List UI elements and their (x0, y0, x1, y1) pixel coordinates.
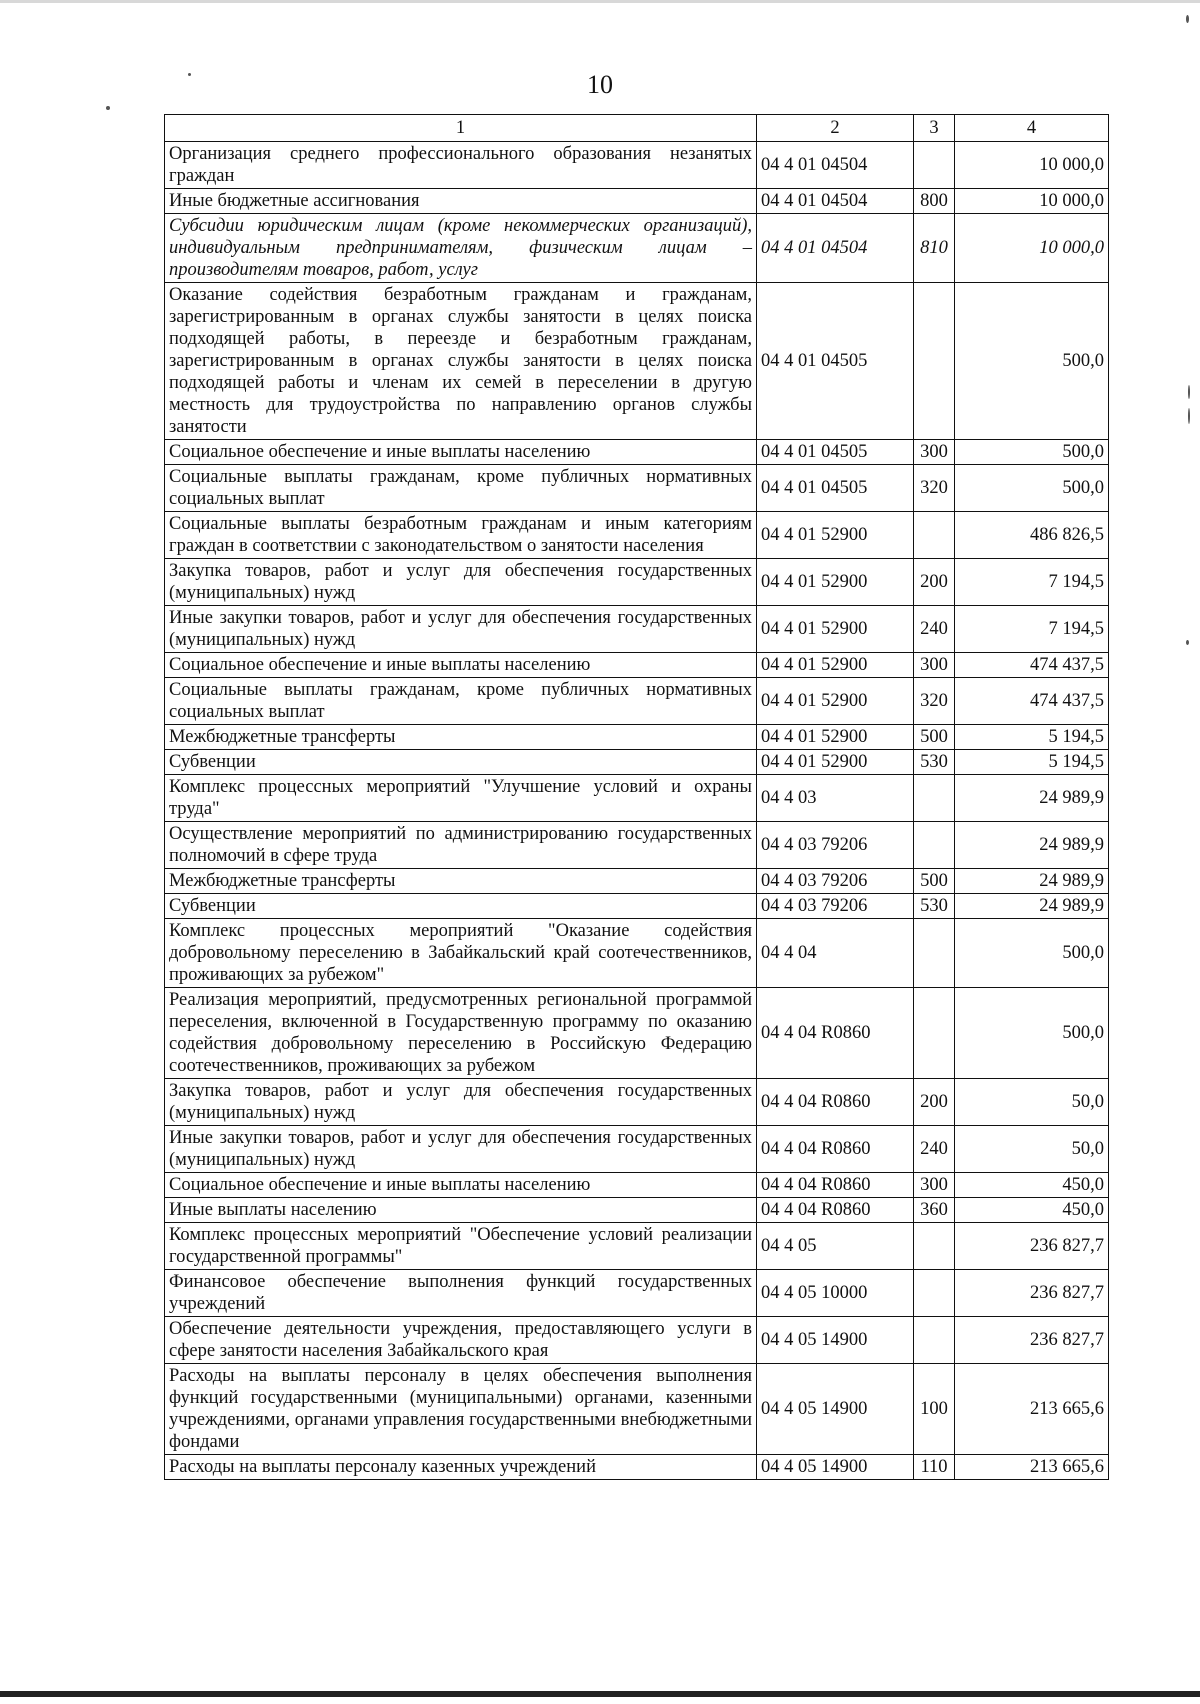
page-number: 10 (587, 70, 613, 99)
row-code-cell: 04 4 05 10000 (757, 1270, 914, 1317)
row-code-cell: 04 4 01 52900 (757, 725, 914, 750)
row-name-cell: Социальные выплаты гражданам, кроме публичных нормативных социальных выплат (165, 465, 757, 512)
row-amount-cell: 500,0 (955, 988, 1109, 1079)
row-type-cell: 800 (914, 189, 955, 214)
row-type-cell (914, 988, 955, 1079)
row-name-cell: Социальные выплаты гражданам, кроме публичных нормативных социальных выплат (165, 678, 757, 725)
table-row (165, 1317, 1109, 1364)
table-row (165, 750, 1109, 775)
row-name-cell: Субсидии юридическим лицам (кроме некоммерческих организаций), индивидуальным предпринимателям, физическим лицам – производителям товаров, работ, услуг (165, 214, 757, 283)
row-code-cell: 04 4 05 (757, 1223, 914, 1270)
row-code-cell: 04 4 01 52900 (757, 606, 914, 653)
scan-speck (106, 106, 110, 110)
row-type-cell: 320 (914, 678, 955, 725)
row-code-cell: 04 4 01 52900 (757, 653, 914, 678)
row-type-cell: 530 (914, 894, 955, 919)
table-row (165, 1270, 1109, 1317)
row-name-cell: Финансовое обеспечение выполнения функций государственных учреждений (165, 1270, 757, 1317)
row-amount-cell: 236 827,7 (955, 1270, 1109, 1317)
table-row (165, 1455, 1109, 1480)
scan-speck (1186, 15, 1189, 23)
row-name-cell: Межбюджетные трансферты (165, 725, 757, 750)
table-row (165, 142, 1109, 189)
row-amount-cell: 7 194,5 (955, 606, 1109, 653)
table-row (165, 894, 1109, 919)
row-code-cell: 04 4 01 04505 (757, 465, 914, 512)
row-type-cell: 500 (914, 725, 955, 750)
row-amount-cell: 10 000,0 (955, 189, 1109, 214)
row-name-cell: Закупка товаров, работ и услуг для обеспечения государственных (муниципальных) нужд (165, 1079, 757, 1126)
row-name-cell: Иные выплаты населению (165, 1198, 757, 1223)
scan-speck (1186, 640, 1189, 645)
row-code-cell: 04 4 01 04504 (757, 214, 914, 283)
scan-speck (1188, 385, 1190, 399)
table-row (165, 189, 1109, 214)
row-name-cell: Социальное обеспечение и иные выплаты населению (165, 440, 757, 465)
row-code-cell: 04 4 01 04505 (757, 283, 914, 440)
row-code-cell: 04 4 01 04504 (757, 142, 914, 189)
row-type-cell (914, 919, 955, 988)
row-amount-cell: 24 989,9 (955, 822, 1109, 869)
row-type-cell: 300 (914, 1173, 955, 1198)
row-type-cell: 100 (914, 1364, 955, 1455)
row-name-cell: Субвенции (165, 894, 757, 919)
row-amount-cell: 500,0 (955, 440, 1109, 465)
row-code-cell: 04 4 05 14900 (757, 1317, 914, 1364)
row-type-cell: 320 (914, 465, 955, 512)
row-type-cell: 810 (914, 214, 955, 283)
table-row (165, 988, 1109, 1079)
table-row (165, 725, 1109, 750)
table-row (165, 465, 1109, 512)
table-row (165, 1079, 1109, 1126)
table-row (165, 775, 1109, 822)
table-row (165, 919, 1109, 988)
table-body (165, 115, 1109, 1480)
row-amount-cell: 10 000,0 (955, 142, 1109, 189)
row-amount-cell: 474 437,5 (955, 678, 1109, 725)
row-amount-cell: 500,0 (955, 465, 1109, 512)
row-code-cell: 04 4 04 R0860 (757, 1198, 914, 1223)
row-code-cell: 04 4 05 14900 (757, 1364, 914, 1455)
row-code-cell: 04 4 04 R0860 (757, 1126, 914, 1173)
row-code-cell: 04 4 04 R0860 (757, 1079, 914, 1126)
row-amount-cell: 486 826,5 (955, 512, 1109, 559)
row-amount-cell: 50,0 (955, 1079, 1109, 1126)
row-amount-cell: 236 827,7 (955, 1223, 1109, 1270)
table-row (165, 1364, 1109, 1455)
row-type-cell: 200 (914, 1079, 955, 1126)
row-type-cell: 240 (914, 1126, 955, 1173)
table-row (165, 606, 1109, 653)
row-code-cell: 04 4 01 52900 (757, 678, 914, 725)
row-name-cell: Субвенции (165, 750, 757, 775)
budget-table (164, 114, 1109, 1480)
row-name-cell: Иные закупки товаров, работ и услуг для обеспечения государственных (муниципальных) нужд (165, 1126, 757, 1173)
row-name-cell: Расходы на выплаты персоналу в целях обеспечения выполнения функций государственными (муниципальными) органами, казенными учреждениями, органами управления государственными внебюджетными фондами (165, 1364, 757, 1455)
row-amount-cell: 24 989,9 (955, 894, 1109, 919)
row-type-cell (914, 512, 955, 559)
row-type-cell: 200 (914, 559, 955, 606)
row-code-cell: 04 4 01 52900 (757, 750, 914, 775)
table-row (165, 283, 1109, 440)
row-type-cell (914, 142, 955, 189)
row-code-cell: 04 4 01 04505 (757, 440, 914, 465)
row-amount-cell: 7 194,5 (955, 559, 1109, 606)
scan-edge-top (0, 0, 1200, 3)
row-name-cell: Иные бюджетные ассигнования (165, 189, 757, 214)
table-row (165, 822, 1109, 869)
row-name-cell: Комплекс процессных мероприятий "Оказание содействия добровольному переселению в Забайкальский край соотечественников, проживающих за рубежом" (165, 919, 757, 988)
row-amount-cell: 450,0 (955, 1198, 1109, 1223)
row-name-cell: Комплекс процессных мероприятий "Обеспечение условий реализации государственной программы" (165, 1223, 757, 1270)
row-amount-cell: 5 194,5 (955, 750, 1109, 775)
table-row (165, 1198, 1109, 1223)
row-name-cell: Организация среднего профессионального образования незанятых граждан (165, 142, 757, 189)
row-type-cell: 360 (914, 1198, 955, 1223)
row-amount-cell: 500,0 (955, 283, 1109, 440)
row-code-cell: 04 4 04 R0860 (757, 1173, 914, 1198)
row-amount-cell: 5 194,5 (955, 725, 1109, 750)
row-type-cell: 110 (914, 1455, 955, 1480)
row-code-cell: 04 4 03 79206 (757, 822, 914, 869)
row-amount-cell: 213 665,6 (955, 1364, 1109, 1455)
table-row (165, 559, 1109, 606)
row-amount-cell: 236 827,7 (955, 1317, 1109, 1364)
row-name-cell: Социальное обеспечение и иные выплаты населению (165, 1173, 757, 1198)
row-code-cell: 04 4 03 79206 (757, 869, 914, 894)
row-code-cell: 04 4 04 (757, 919, 914, 988)
row-code-cell: 04 4 04 R0860 (757, 988, 914, 1079)
row-name-cell: Реализация мероприятий, предусмотренных региональной программой переселения, включенной в Государственную программу по оказанию содействия добровольному переселению в Российскую Федерацию соотечественников, проживающих за рубежом (165, 988, 757, 1079)
row-name-cell: Оказание содействия безработным гражданам и гражданам, зарегистрированным в органах службы занятости в целях поиска подходящей работы, в переезде и безработным гражданам, зарегистрированным в органах службы занятости в целях поиска подходящей работы и членам их семей в переселении в другую местность для трудоустройства по направлению органов службы занятости (165, 283, 757, 440)
row-code-cell: 04 4 01 52900 (757, 559, 914, 606)
row-amount-cell: 450,0 (955, 1173, 1109, 1198)
row-amount-cell: 24 989,9 (955, 775, 1109, 822)
row-type-cell: 300 (914, 440, 955, 465)
row-amount-cell: 50,0 (955, 1126, 1109, 1173)
table-row (165, 440, 1109, 465)
row-name-cell: Социальное обеспечение и иные выплаты населению (165, 653, 757, 678)
table-row (165, 512, 1109, 559)
row-type-cell (914, 1270, 955, 1317)
row-type-cell: 530 (914, 750, 955, 775)
row-amount-cell: 500,0 (955, 919, 1109, 988)
row-code-cell: 04 4 01 52900 (757, 512, 914, 559)
row-code-cell: 04 4 03 (757, 775, 914, 822)
row-type-cell: 300 (914, 653, 955, 678)
header-cell-2: 2 (757, 115, 914, 142)
row-type-cell (914, 775, 955, 822)
table-row (165, 214, 1109, 283)
row-name-cell: Социальные выплаты безработным гражданам и иным категориям граждан в соответствии с законодательством о занятости населения (165, 512, 757, 559)
row-amount-cell: 213 665,6 (955, 1455, 1109, 1480)
row-amount-cell: 24 989,9 (955, 869, 1109, 894)
row-name-cell: Иные закупки товаров, работ и услуг для обеспечения государственных (муниципальных) нужд (165, 606, 757, 653)
table-row (165, 678, 1109, 725)
table-row (165, 1223, 1109, 1270)
row-name-cell: Осуществление мероприятий по администрированию государственных полномочий в сфере труда (165, 822, 757, 869)
row-amount-cell: 10 000,0 (955, 214, 1109, 283)
row-code-cell: 04 4 01 04504 (757, 189, 914, 214)
header-cell-3: 3 (914, 115, 955, 142)
row-code-cell: 04 4 05 14900 (757, 1455, 914, 1480)
row-name-cell: Межбюджетные трансферты (165, 869, 757, 894)
row-code-cell: 04 4 03 79206 (757, 894, 914, 919)
row-amount-cell: 474 437,5 (955, 653, 1109, 678)
scan-speck (188, 73, 191, 76)
header-cell-1: 1 (165, 115, 757, 142)
table-row (165, 1173, 1109, 1198)
row-name-cell: Закупка товаров, работ и услуг для обеспечения государственных (муниципальных) нужд (165, 559, 757, 606)
row-name-cell: Обеспечение деятельности учреждения, предоставляющего услуги в сфере занятости населения Забайкальского края (165, 1317, 757, 1364)
row-type-cell: 500 (914, 869, 955, 894)
table-row (165, 653, 1109, 678)
row-type-cell (914, 283, 955, 440)
row-name-cell: Комплекс процессных мероприятий "Улучшение условий и охраны труда" (165, 775, 757, 822)
row-type-cell (914, 1317, 955, 1364)
row-type-cell: 240 (914, 606, 955, 653)
row-type-cell (914, 822, 955, 869)
row-name-cell: Расходы на выплаты персоналу казенных учреждений (165, 1455, 757, 1480)
table-row (165, 869, 1109, 894)
header-cell-4: 4 (955, 115, 1109, 142)
scan-speck (1188, 408, 1190, 424)
table-header-row (165, 115, 1109, 142)
row-type-cell (914, 1223, 955, 1270)
table-row (165, 1126, 1109, 1173)
scan-edge-bottom (0, 1691, 1200, 1697)
